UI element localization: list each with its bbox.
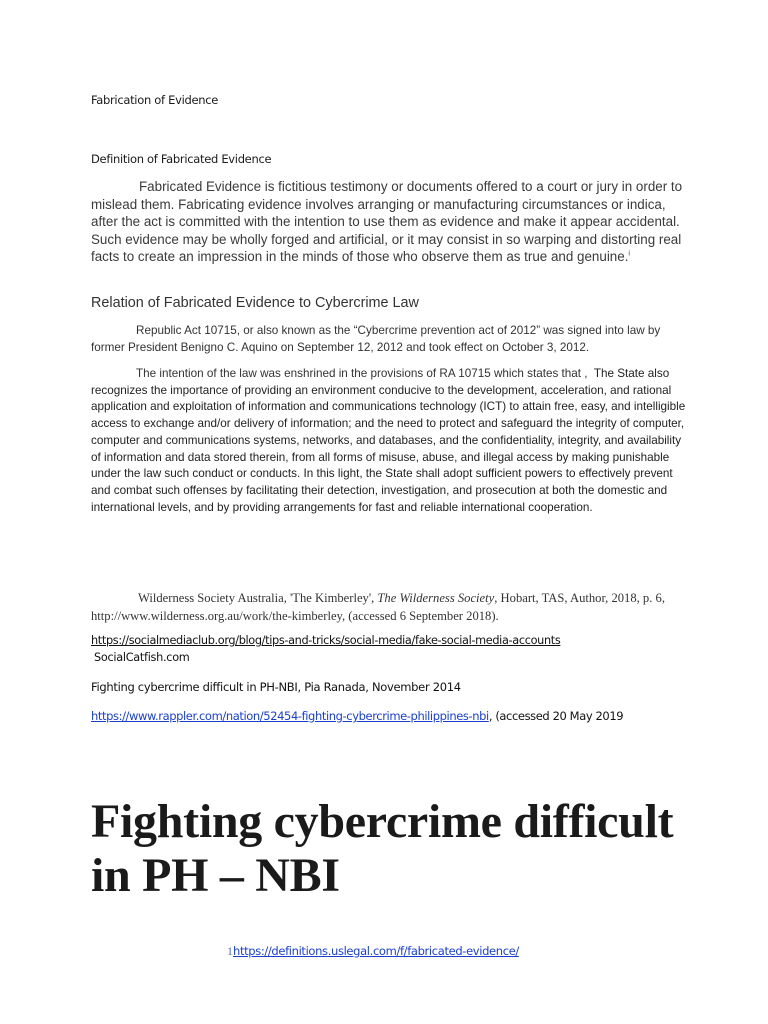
article-headline: Fighting cybercrime difficult in PH – NBI (91, 795, 674, 902)
citation-text-before: Wilderness Society Australia, 'The Kimberley', (138, 591, 375, 605)
footnote (227, 944, 519, 959)
relation-heading: Relation of Fabricated Evidence to Cybercrime Law (91, 295, 419, 311)
document-title: Fabrication of Evidence (91, 93, 219, 107)
socialmediaclub-link[interactable]: https://socialmediaclub.org/blog/tips-and-tricks/social-media/fake-social-media-accounts (91, 634, 561, 647)
wilderness-citation (91, 590, 691, 625)
rappler-link[interactable]: https://www.rappler.com/nation/52454-fighting-cybercrime-philippines-nbi (91, 709, 489, 723)
citation-text-after: , Hobart, TAS, Author, 2018, p. 6, http://www.wilderness.org.au/work/the-kimberley, (accessed 6 September 2018). (91, 591, 665, 623)
rappler-citation (91, 709, 623, 723)
intent-paragraph (91, 366, 691, 516)
fighting-cybercrime-citation: Fighting cybercrime difficult in PH-NBI, Pia Ranada, November 2014 (91, 680, 461, 694)
definition-paragraph (91, 178, 691, 266)
intent-quote-text: The State also recognizes the importance of providing an environment conducive to the development, acceleration, and rational application and exploitation of information and communications technology (ICT) to attain free, easy, and intelligible access to exchange and/or delivery of information; and the need to protect and safeguard the integrity of computer, computer and communications systems, networks, and databases, and the confidentiality, integrity, and availability of information and data stored therein, from all forms of misuse, abuse, and illegal access by making punishable under the law such conduct or conducts. In this light, the State shall adopt sufficient powers to effectively prevent and combat such offenses by facilitating their detection, investigation, and prosecution at both the domestic and international levels, and by providing arrangements for fast and reliable international cooperation. (91, 367, 686, 514)
footnote-marker[interactable]: i (628, 250, 630, 258)
uslegal-link[interactable]: https://definitions.uslegal.com/f/fabricated-evidence/ (233, 944, 519, 958)
definition-heading: Definition of Fabricated Evidence (91, 152, 272, 166)
ra-paragraph (91, 322, 691, 356)
ra-text: Republic Act 10715, or also known as the “Cybercrime prevention act of 2012” was signed into law by former President Benigno C. Aquino on September 12, 2012 and took effect on October 3, 2012. (91, 324, 661, 354)
definition-text: Fabricated Evidence is fictitious testimony or documents offered to a court or jury in order to mislead them. Fabricating evidence involves arranging or manufacturing circumstances or indica, after the act is committed with the intention to use them as evidence and make it appear accidental. Such evidence may be wholly forged and artificial, or it may consist in so warping and distorting real facts to create an impression in the minds of those who observe them as true and genuine. (91, 179, 683, 265)
intent-lead-text: The intention of the law was enshrined in the provisions of RA 10715 which states that , (136, 367, 588, 380)
rappler-accessed-text: , (accessed 20 May 2019 (488, 709, 624, 723)
citation-italic-title: The Wilderness Society (377, 591, 495, 605)
footnote-number: 1 (227, 944, 233, 958)
socialcatfish-text: SocialCatfish.com (94, 651, 190, 664)
